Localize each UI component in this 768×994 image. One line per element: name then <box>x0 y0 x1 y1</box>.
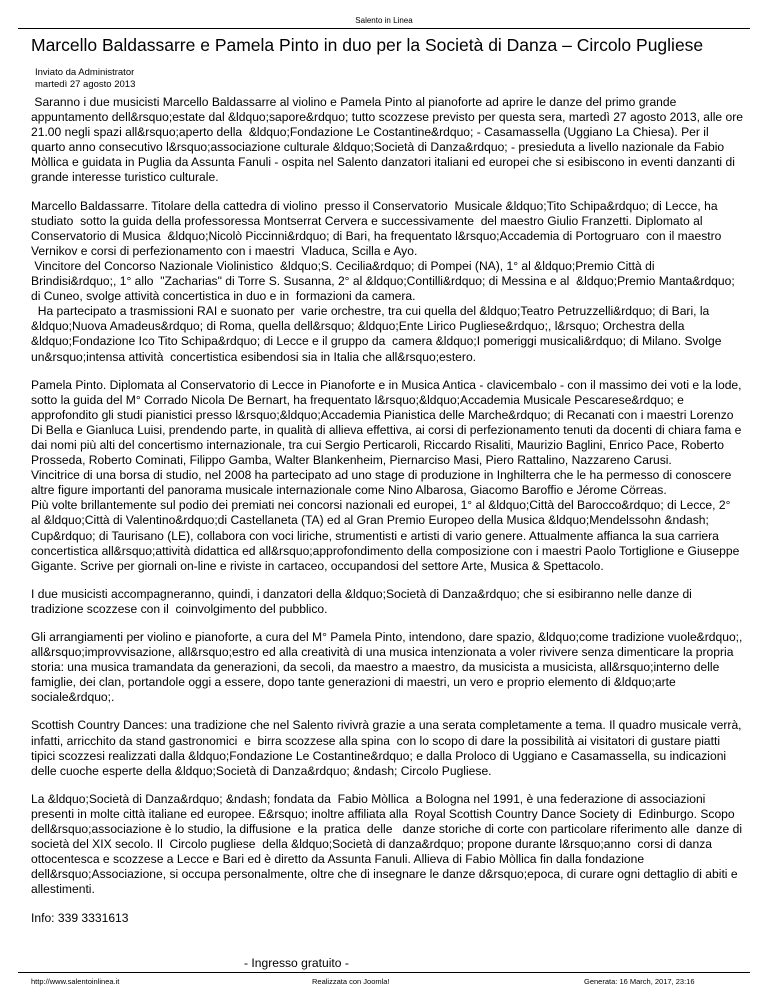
footer-url-link[interactable]: http://www.salentoinlinea.it <box>31 977 120 986</box>
paragraph-pinto: Pamela Pinto. Diplomata al Conservatorio di Lecce in Pianoforte e in Musica Antica - clavicembalo - con il massimo dei voti e la lode, sotto la guida del M° Corrado Nicola De Bernart, ha frequentato l&rsquo;&ldquo;Accademia Musicale Pescarese&rdquo; e approfondito gli studi pianistici presso l&rsquo;&ldquo;Accademia Pianistica delle Marche&rdquo; di Recanati con i maestri Lorenzo Di Bella e Gianluca Luisi, prendendo parte, in qualità di allieva effettiva, ai corsi di perfezionamento tenuti da docenti di chiara fama e dai nomi più alti del concertismo internazionale, tra cui Sergio Perticaroli, Riccardo Risaliti, Maurizio Baglini, Enrico Pace, Roberto Prosseda, Roberto Cominati, Filippo Gamba, Walter Blankenheim, Piernarciso Masi, Piero Rattalino, Nazzareno Carusi. Vincitrice di una borsa di studio, nel 2008 ha partecipato ad uno stage di produzione in Inghilterra che le ha permesso di conoscere altre figure importanti del panorama musicale internazionale come Nino Albarosa, Giacomo Baroffio e Jérome Cörreas. Più volte brillantemente sul podio dei premiati nei concorsi nazionali ed europei, 1° al &ldquo;Città del Barocco&rdquo; di Lecce, 2° al &ldquo;Città di Valentino&rdquo;di Castellaneta (TA) ed al Gran Premio Europeo della Musica &ldquo;Mendelssohn &ndash; Cup&rdquo; di Taurisano (LE), collabora con voci liriche, strumentisti e artisti di vario genere. Attualmente affianca la sua carriera concertistica all&rsquo;attività didattica ed all&rsquo;approfondimento della composizione con i maestri Paolo Tortiglione e Giuseppe Gigante. Scrive per giornali on-line e riviste in cartaceo, occupandosi del settore Arte, Musica & Spettacolo. <box>31 377 742 573</box>
paragraph-danzatori: I due musicisti accompagneranno, quindi, i danzatori della &ldquo;Società di Danza&rdquo; che si esibiranno nelle danze di tradizione scozzese con il coinvolgimento del pubblico. <box>31 586 696 616</box>
footer-generated: Generata: 16 March, 2017, 23:16 <box>584 977 695 986</box>
ingresso-gratuito: - Ingresso gratuito - <box>244 956 349 970</box>
article-title: Marcello Baldassarre e Pamela Pinto in duo per la Società di Danza – Circolo Pugliese <box>31 35 704 55</box>
footer-divider <box>18 972 750 973</box>
article-meta <box>35 67 135 91</box>
paragraph-scottish-dances: Scottish Country Dances: una tradizione che nel Salento rivivrà grazie a una serata completamente a tema. Il quadro musicale verrà, infatti, arricchito da stand gastronomici e birra scozzese alla spina con lo scopo di dare la possibilità ai visitatori di gustare piatti tipici scozzesi realizzati dalla &ldquo;Fondazione Le Costantine&rdquo; e dalla Proloco di Uggiano e Casamassella, su indicazioni delle cuoche esperte della &ldquo;Società di Danza&rdquo; &ndash; Circolo Pugliese. <box>31 718 745 778</box>
paragraph-societa-di-danza: La &ldquo;Società di Danza&rdquo; &ndash; fondata da Fabio Mòllica a Bologna nel 1991, è una federazione di associazioni presenti in molte città italiane ed europee. E&rsquo; inoltre affiliata alla Royal Scottish Country Dance Society di Edinburgo. Scopo dell&rsquo;associazione è lo studio, la diffusione e la pratica delle danze storiche di corte con particolare riferimento alle danze di società del XIX secolo. Il Circolo pugliese della &ldquo;Società di danza&rdquo; propone durante l&rsquo;anno corsi di danza ottocentesca e scozzese a Lecce e Bari ed è diretto da Assunta Fanuli. Allieva di Fabio Mòllica fin dalla fondazione dell&rsquo;Associazione, si occupa personalmente, oltre che di insegnare le danze d&rsquo;epoca, di curare ogni dettaglio di abiti e allestimenti. <box>31 791 746 897</box>
paragraph-baldassarre: Marcello Baldassarre. Titolare della cattedra di violino presso il Conservatorio Musicale &ldquo;Tito Schipa&rdquo; di Lecce, ha studiato sotto la guida della professoressa Montserrat Cervera e successivamente del maestro Giulio Franzetti. Diplomato al Conservatorio di Musica &ldquo;Nicolò Piccinni&rdquo; di Bari, ha frequentato l&rsquo;Accademia di Portogruaro con il maestro Vernikov e corsi di perfezionamento con i maestri Vladuca, Scilla e Ayo. Vincitore del Concorso Nazionale Violinistico &ldquo;S. Cecilia&rdquo; di Pompei (NA), 1° al &ldquo;Premio Città di Brindisi&rdquo;, 1° allo "Zacharias" di Torre S. Susanna, 2° al &ldquo;Contilli&rdquo; di Messina e al &ldquo;Premio Manta&rdquo; di Cuneo, svolge attività concertistica in duo e in formazioni da camera. Ha partecipato a trasmissioni RAI e suonato per varie orchestre, tra cui quella del &ldquo;Teatro Petruzzelli&rdquo; di Bari, la &ldquo;Nuova Amadeus&rdquo; di Roma, quella dell&rsquo; &ldquo;Ente Lirico Pugliese&rdquo;, l&rsquo; Orchestra della &ldquo;Fondazione Ico Tito Schipa&rdquo; di Lecce e il gruppo da camera &ldquo;I pomeriggi musicali&rdquo; di Milano. Svolge un&rsquo;intensa attività concertistica esibendosi sia in Italia che all&rsquo;estero. <box>31 198 735 364</box>
paragraph-intro: Saranno i due musicisti Marcello Baldassarre al violino e Pamela Pinto al pianoforte ad aprire le danze del primo grande appuntamento dell&rsquo;estate dal &ldquo;sapore&rdquo; tutto scozzese previsto per questa sera, martedì 27 agosto 2013, alle ore 21.00 negli spazi all&rsquo;aperto della &ldquo;Fondazione Le Costantine&rdquo; - Casamassella (Uggiano La Chiesa). Per il quarto anno consecutivo l&rsquo;associazione culturale &ldquo;Società di Danza&rdquo; - presieduta a livello nazionale da Fabio Mòllica e guidata in Puglia da Assunta Fanuli - ospita nel Salento danzatori italiani ed europei che si esibiscono in eventi danzanti di grande interesse turistico culturale. <box>31 95 747 185</box>
site-header: Salento in Linea <box>355 16 413 25</box>
footer-credit: Realizzata con Joomla! <box>312 977 390 986</box>
header-divider <box>18 28 750 29</box>
author-line: Inviato da Administrator <box>35 67 135 78</box>
paragraph-arrangiamenti: Gli arrangiamenti per violino e pianoforte, a cura del M° Pamela Pinto, intendono, dare spazio, &ldquo;come tradizione vuole&rdquo;, all&rsquo;improvvisazione, all&rsquo;estro ed alla creatività di una musica intenzionata a voler rivivere senza dimenticare la propria storia: una musica tramandata da generazioni, da secoli, da maestro a maestro, da musicista a musicista, all&rsquo;interno delle famiglie, dei clan, portandole oggi a essere, dopo tante generazioni di maestri, un vero e proprio elemento di &ldquo;arte sociale&rdquo;. <box>31 630 746 705</box>
date-line: martedì 27 agosto 2013 <box>35 79 136 90</box>
article-body <box>31 95 747 932</box>
info-phone: Info: 339 3331613 <box>31 910 129 925</box>
